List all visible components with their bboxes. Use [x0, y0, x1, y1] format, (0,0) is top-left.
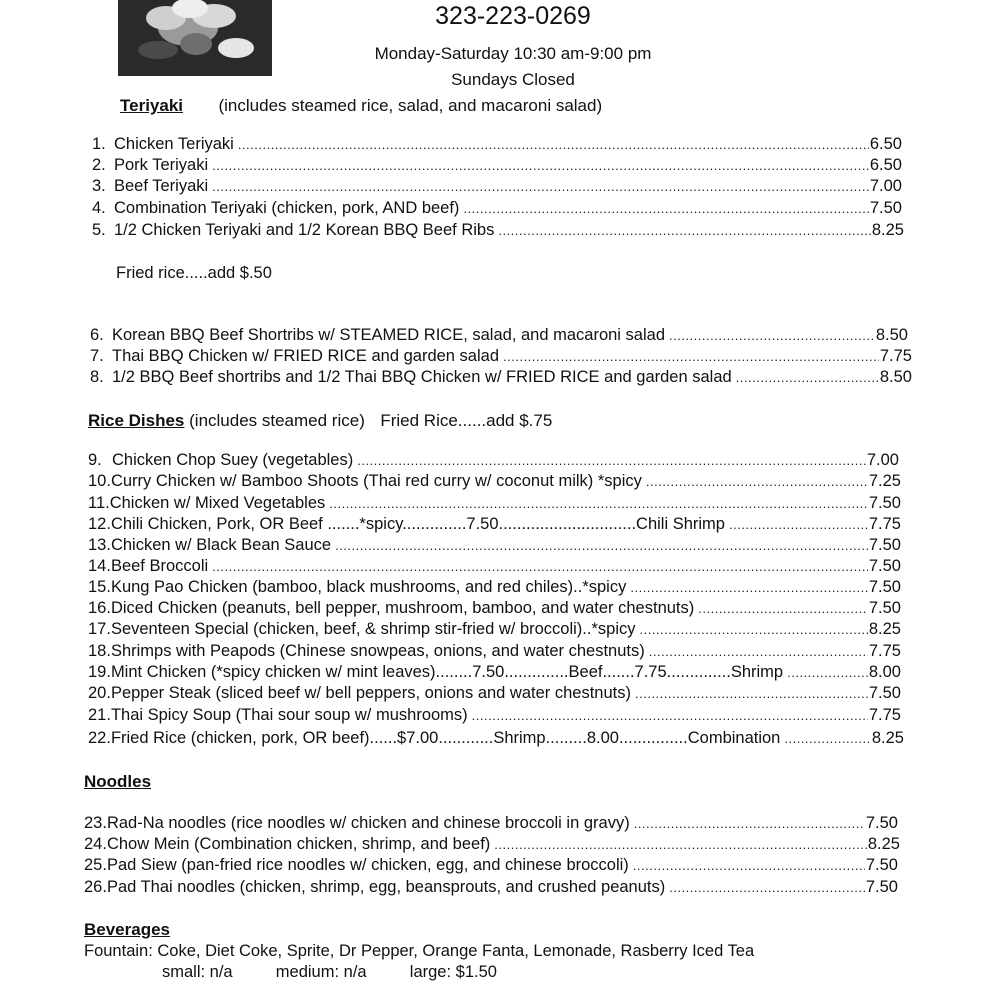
size-medium: medium: n/a [275, 963, 367, 981]
item-price: 8.25 [867, 835, 900, 853]
item-price: 7.75 [868, 515, 901, 533]
item-number: 18. [88, 642, 111, 660]
item-price: 6.50 [869, 156, 902, 174]
item-price: 7.50 [868, 578, 901, 596]
item-name: Pork Teriyaki [114, 156, 209, 174]
menu-item [84, 878, 898, 897]
leader-dots [634, 816, 865, 831]
item-price: 7.75 [879, 347, 912, 365]
item-number: 1. [92, 135, 106, 153]
leader-dots [212, 158, 869, 173]
item-number: 19. [88, 663, 111, 681]
item-name: Rad-Na noodles (rice noodles w/ chicken and chinese broccoli in gravy) [106, 814, 630, 832]
section-note: (includes steamed rice) [189, 411, 365, 430]
item-number: 14. [88, 557, 111, 575]
fountain-sizes [162, 963, 497, 982]
item-number: 9. [88, 451, 102, 469]
leader-dots [639, 622, 867, 637]
item-name: Pad Thai noodles (chicken, shrimp, egg, beansprouts, and crushed peanuts) [106, 878, 666, 896]
item-number: 22. [88, 729, 111, 747]
menu-item [88, 706, 901, 725]
menu-item [88, 684, 901, 703]
item-name: Chicken Chop Suey (vegetables) [112, 451, 354, 469]
menu-item [88, 599, 901, 618]
fried-rice-note: Fried rice.....add $.50 [116, 264, 272, 282]
item-number: 21. [88, 706, 111, 724]
item-price: 7.50 [868, 536, 901, 554]
item-price: 7.50 [868, 494, 901, 512]
section-note: (includes steamed rice, salad, and macaroni salad) [218, 96, 603, 115]
leader-dots [472, 708, 868, 723]
leader-dots [669, 880, 865, 895]
item-price: 7.00 [869, 177, 902, 195]
item-price: 6.50 [869, 135, 902, 153]
item-number: 11. [88, 494, 110, 512]
item-number: 26. [84, 878, 107, 896]
item-name: Mint Chicken (*spicy chicken w/ mint leaves)........7.50..............Beef.......7.75..............Shrimp [110, 663, 784, 681]
item-number: 4. [92, 199, 106, 217]
item-price: 7.50 [865, 878, 898, 896]
item-name: Kung Pao Chicken (bamboo, black mushrooms, and red chiles)..*spicy [110, 578, 627, 596]
item-name: Thai BBQ Chicken w/ FRIED RICE and garden salad [112, 347, 500, 365]
item-price: 7.50 [868, 599, 901, 617]
leader-dots [698, 601, 868, 616]
item-number: 6. [90, 326, 104, 344]
item-price: 7.50 [868, 684, 901, 702]
menu-item [88, 494, 901, 513]
leader-dots [633, 858, 865, 873]
phone-number: 323-223-0269 [435, 2, 591, 30]
item-name: Seventeen Special (chicken, beef, & shrimp stir-fried w/ broccoli)..*spicy [110, 620, 636, 638]
teriyaki-heading [120, 96, 602, 116]
item-price: 7.50 [868, 557, 901, 575]
item-number: 10. [88, 472, 111, 490]
closed-days: Sundays Closed [451, 70, 575, 89]
leader-dots [646, 474, 868, 489]
menu-item [90, 347, 912, 366]
section-title: Rice Dishes [88, 411, 185, 430]
item-number: 12. [88, 515, 111, 533]
item-price: 7.50 [865, 814, 898, 832]
item-number: 23. [84, 814, 107, 832]
menu-item [88, 620, 901, 639]
leader-dots [630, 580, 868, 595]
rice-dishes-heading [88, 411, 552, 431]
item-price: 8.50 [875, 326, 908, 344]
item-number: 7. [90, 347, 104, 365]
item-number: 5. [92, 221, 106, 239]
leader-dots [787, 665, 868, 680]
item-price: 8.25 [868, 620, 901, 638]
menu-item [84, 814, 898, 833]
menu-item [88, 451, 899, 470]
item-number: 13. [88, 536, 111, 554]
leader-dots [494, 837, 867, 852]
item-name: 1/2 Chicken Teriyaki and 1/2 Korean BBQ Beef Ribs [114, 221, 495, 239]
item-name: Chicken w/ Mixed Vegetables [109, 494, 326, 512]
item-price: 8.25 [871, 221, 904, 239]
leader-dots [498, 223, 871, 238]
item-number: 25. [84, 856, 107, 874]
fried-rice-note: Fried Rice......add $.75 [380, 411, 553, 430]
item-name: Chili Chicken, Pork, OR Beef .......*spicy..............7.50..............................Chili Shrimp [110, 515, 725, 533]
item-price: 7.75 [868, 642, 901, 660]
menu-item [88, 557, 901, 576]
item-name: Beef Teriyaki [114, 177, 209, 195]
menu-item [92, 221, 904, 240]
item-number: 24. [84, 835, 107, 853]
item-name: Shrimps with Peapods (Chinese snowpeas, onions, and water chestnuts) [110, 642, 645, 660]
item-name: Diced Chicken (peanuts, bell pepper, mushroom, bamboo, and water chestnuts) [110, 599, 695, 617]
leader-dots [212, 559, 868, 574]
menu-item [84, 835, 900, 854]
noodles-heading [84, 772, 151, 792]
item-price: 8.25 [871, 729, 904, 747]
fountain-label: Fountain: [84, 942, 153, 960]
opening-hours: Monday-Saturday 10:30 am-9:00 pm [374, 44, 652, 63]
item-price: 7.00 [866, 451, 899, 469]
item-price: 7.75 [868, 706, 901, 724]
item-number: 17. [88, 620, 111, 638]
item-price: 7.50 [865, 856, 898, 874]
item-name: Chicken Teriyaki [114, 135, 234, 153]
item-name: Pad Siew (pan-fried rice noodles w/ chicken, egg, and chinese broccoli) [106, 856, 629, 874]
menu-item [90, 326, 908, 345]
leader-dots [329, 496, 868, 511]
menu-item [88, 472, 901, 491]
menu-item [84, 856, 898, 875]
item-price: 8.50 [879, 368, 912, 386]
fountain-drinks [84, 942, 754, 961]
item-name: Combination Teriyaki (chicken, pork, AND beef) [114, 199, 460, 217]
item-number: 3. [92, 177, 106, 195]
leader-dots [669, 328, 875, 343]
menu-item [88, 578, 901, 597]
leader-dots [635, 686, 868, 701]
menu-item [90, 368, 912, 387]
section-title: Beverages [84, 920, 171, 939]
item-number: 15. [88, 578, 111, 596]
menu-item [88, 515, 901, 534]
leader-dots [729, 517, 868, 532]
item-price: 8.00 [868, 663, 901, 681]
menu-item [92, 135, 902, 154]
item-number: 8. [90, 368, 104, 386]
item-name: Thai Spicy Soup (Thai sour soup w/ mushrooms) [110, 706, 468, 724]
item-name: Beef Broccoli [110, 557, 209, 575]
leader-dots [335, 538, 868, 553]
section-title: Teriyaki [120, 96, 184, 115]
fountain-list: Coke, Diet Coke, Sprite, Dr Pepper, Orange Fanta, Lemonade, Rasberry Iced Tea [157, 942, 755, 960]
menu-item [88, 642, 901, 661]
item-name: Fried Rice (chicken, pork, OR beef)......$7.00............Shrimp.........8.00...............Combination [110, 729, 781, 747]
item-name: Curry Chicken w/ Bamboo Shoots (Thai red curry w/ coconut milk) *spicy [110, 472, 642, 490]
item-name: Chicken w/ Black Bean Sauce [110, 536, 332, 554]
leader-dots [238, 137, 869, 152]
size-small: small: n/a [162, 963, 233, 981]
menu-item [88, 536, 901, 555]
item-number: 16. [88, 599, 111, 617]
item-name: Chow Mein (Combination chicken, shrimp, and beef) [106, 835, 491, 853]
item-name: Korean BBQ Beef Shortribs w/ STEAMED RICE, salad, and macaroni salad [112, 326, 665, 344]
leader-dots [357, 453, 866, 468]
leader-dots [649, 644, 868, 659]
item-number: 2. [92, 156, 106, 174]
menu-item [92, 156, 902, 175]
item-price: 7.50 [869, 199, 902, 217]
section-title: Noodles [84, 772, 152, 791]
item-price: 7.25 [868, 472, 901, 490]
leader-dots [736, 370, 879, 385]
beverages-heading [84, 920, 170, 940]
item-name: Pepper Steak (sliced beef w/ bell peppers, onions and water chestnuts) [110, 684, 631, 702]
leader-dots [503, 349, 879, 364]
menu-item [92, 177, 902, 196]
leader-dots [463, 201, 868, 216]
item-number: 20. [88, 684, 111, 702]
leader-dots [784, 731, 871, 746]
item-name: 1/2 BBQ Beef shortribs and 1/2 Thai BBQ Chicken w/ FRIED RICE and garden salad [112, 368, 732, 386]
size-large: large: $1.50 [409, 963, 497, 981]
menu-item [92, 199, 902, 218]
leader-dots [212, 179, 869, 194]
menu-item [88, 663, 901, 682]
menu-item [88, 729, 904, 748]
